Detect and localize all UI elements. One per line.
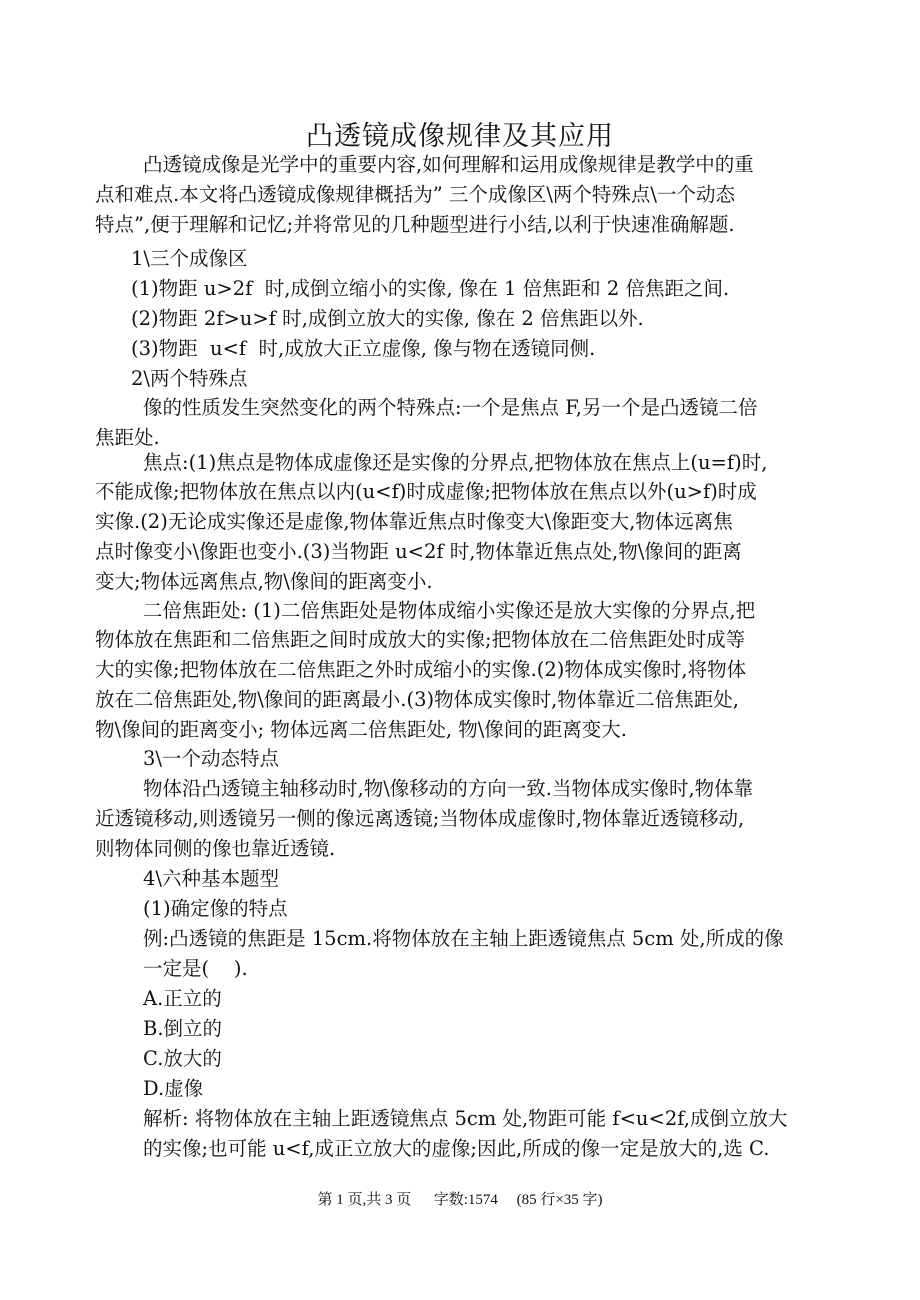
answer-option: D.虚像	[143, 1077, 204, 1100]
answer-option: C.放大的	[143, 1047, 222, 1070]
text-line: 例:凸透镜的焦距是 15cm.将物体放在主轴上距透镜焦点 5cm 处,所成的像	[143, 927, 784, 950]
text-line: 像的性质发生突然变化的两个特殊点:一个是焦点 F,另一个是凸透镜二倍	[143, 396, 758, 419]
text-line: 点和难点.本文将凸透镜成像规律概括为” 三个成像区\两个特殊点\一个动态	[95, 183, 736, 206]
text-line: 实像.(2)无论成实像还是虚像,物体靠近焦点时像变大\像距变大,物体远离焦	[95, 510, 733, 533]
text-line: 凸透镜成像是光学中的重要内容,如何理解和运用成像规律是教学中的重	[143, 153, 754, 176]
text-line: 不能成像;把物体放在焦点以内(u<f)时成虚像;把物体放在焦点以外(u>f)时成	[95, 480, 757, 503]
text-line: 物\像间的距离变小; 物体远离二倍焦距处, 物\像间的距离变大.	[95, 718, 628, 741]
text-line: 放在二倍焦距处,物\像间的距离最小.(3)物体成实像时,物体靠近二倍焦距处,	[95, 688, 739, 711]
section-heading: 4\六种基本题型	[143, 867, 279, 890]
text-line: 大的实像;把物体放在二倍焦距之外时成缩小的实像.(2)物体成实像时,将物体	[95, 658, 747, 681]
text-line: 解析: 将物体放在主轴上距透镜焦点 5cm 处,物距可能 f<u<2f,成倒立放大	[143, 1107, 788, 1130]
answer-option: B.倒立的	[143, 1017, 223, 1040]
document-title: 凸透镜成像规律及其应用	[306, 121, 614, 152]
section-heading: 2\两个特殊点	[131, 367, 248, 390]
text-line: 则物体同侧的像也靠近透镜.	[95, 837, 336, 860]
answer-option: A.正立的	[143, 987, 222, 1010]
section-heading: 1\三个成像区	[131, 247, 248, 270]
text-line: 的实像;也可能 u<f,成正立放大的虚像;因此,所成的像一定是放大的,选 C.	[143, 1137, 770, 1160]
section-heading: 3\一个动态特点	[143, 747, 279, 770]
page-footer: 第 1 页,共 3 页 字数:1574 (85 行×35 字)	[317, 1192, 603, 1208]
text-line: 物体沿凸透镜主轴移动时,物\像移动的方向一致.当物体成实像时,物体靠	[143, 777, 754, 800]
text-line: (1)物距 u>2f 时,成倒立缩小的实像, 像在 1 倍焦距和 2 倍焦距之间.	[131, 277, 730, 300]
text-line: 一定是( ).	[143, 957, 248, 980]
text-line: (2)物距 2f>u>f 时,成倒立放大的实像, 像在 2 倍焦距以外.	[131, 307, 644, 330]
text-line: 变大;物体远离焦点,物\像间的距离变小.	[95, 570, 433, 593]
text-line: 特点”,便于理解和记忆;并将常见的几种题型进行小结,以利于快速准确解题.	[95, 213, 735, 236]
text-line: 二倍焦距处: (1)二倍焦距处是物体成缩小实像还是放大实像的分界点,把	[143, 599, 756, 622]
text-line: 焦点:(1)焦点是物体成虚像还是实像的分界点,把物体放在焦点上(u=f)时,	[143, 451, 768, 474]
text-line: 点时像变小\像距也变小.(3)当物距 u<2f 时,物体靠近焦点处,物\像间的距离	[95, 540, 742, 563]
text-line: (1)确定像的特点	[143, 897, 288, 920]
text-line: (3)物距 u<f 时,成放大正立虚像, 像与物在透镜同侧.	[131, 337, 596, 360]
text-line: 物体放在焦距和二倍焦距之间时成放大的实像;把物体放在二倍焦距处时成等	[95, 628, 746, 651]
text-line: 焦距处.	[95, 426, 160, 449]
text-line: 近透镜移动,则透镜另一侧的像远离透镜;当物体成虚像时,物体靠近透镜移动,	[95, 807, 745, 830]
